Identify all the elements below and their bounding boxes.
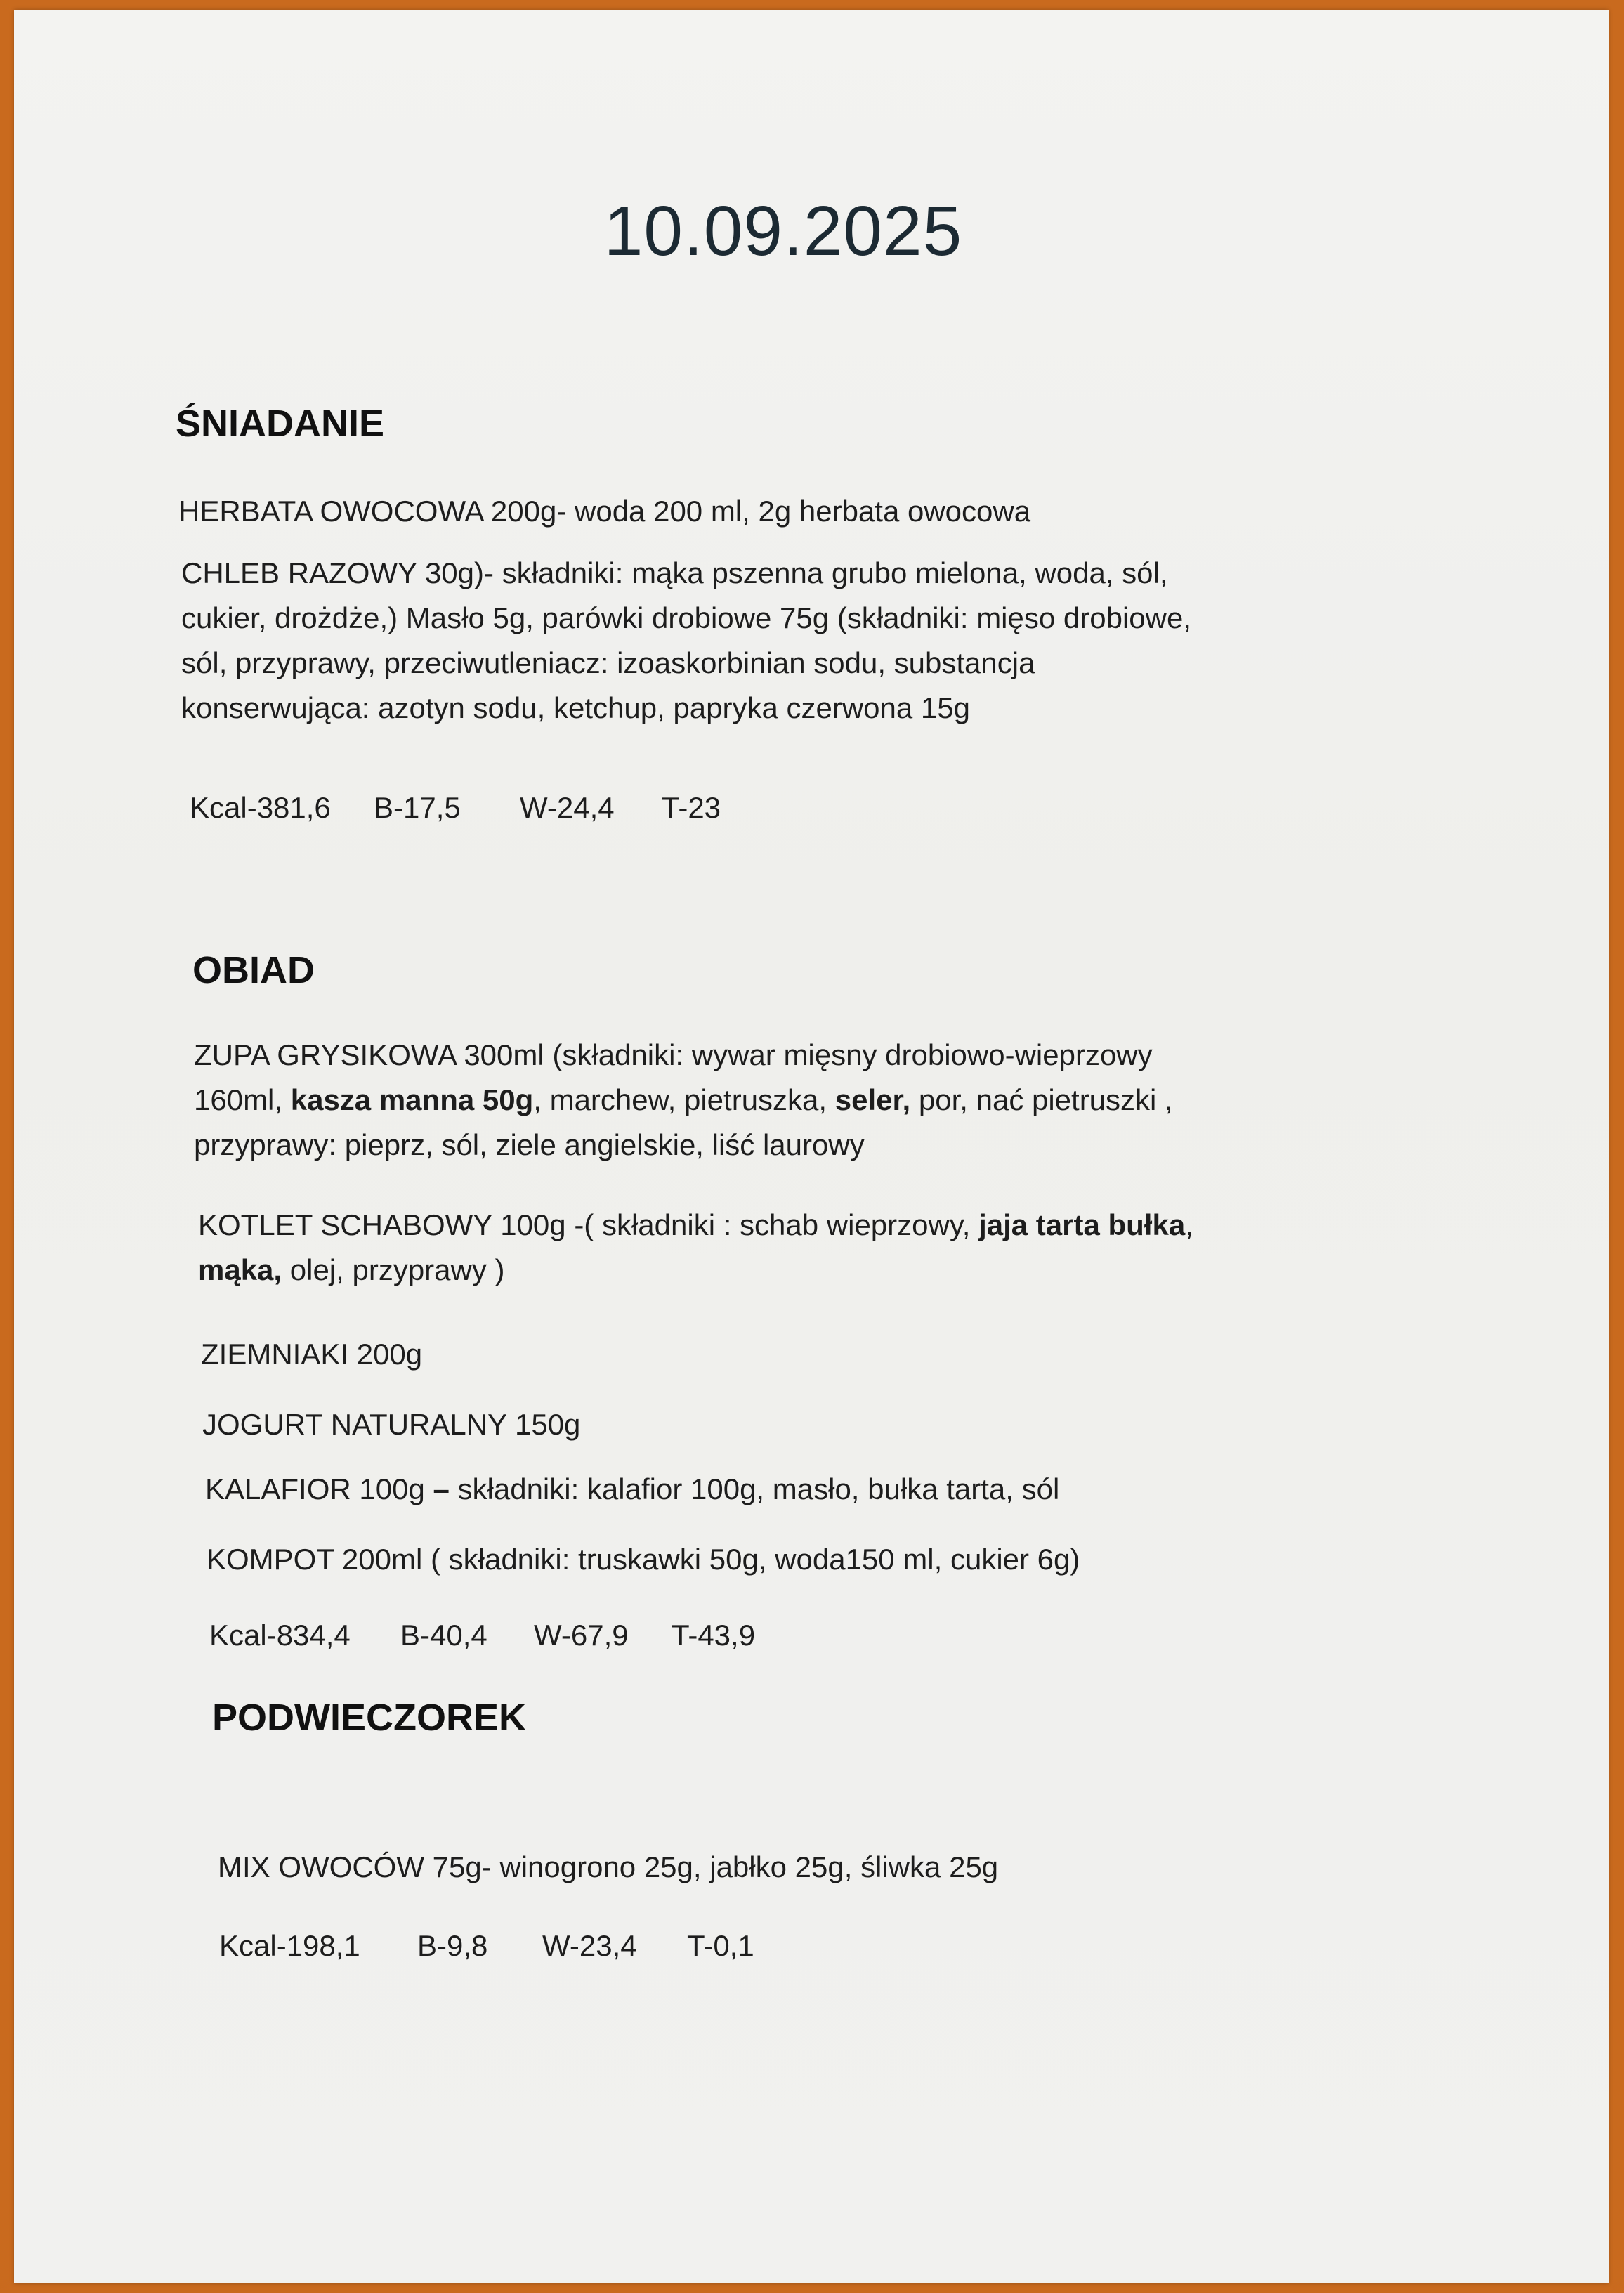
cutlet-text: olej, przyprawy )	[282, 1253, 505, 1286]
soup-text-bold: seler,	[834, 1083, 911, 1116]
lunch-carbs: W-67,9	[534, 1619, 629, 1652]
lunch-soup-line: ZUPA GRYSIKOWA 300ml (składniki: wywar mięsny drobiowo-wieprzowy	[194, 1038, 1153, 1071]
cauliflower-text: KALAFIOR 100g	[205, 1472, 433, 1505]
soup-text-bold: kasza manna 50g	[290, 1083, 534, 1116]
cutlet-text-bold: jaja tarta bułka	[978, 1208, 1186, 1241]
cutlet-text: ,	[1185, 1208, 1193, 1241]
soup-text: , marchew, pietruszka,	[533, 1083, 835, 1116]
lunch-nutrition	[209, 1619, 755, 1652]
lunch-cutlet-line	[198, 1248, 1193, 1293]
lunch-potatoes: ZIEMNIAKI 200g	[201, 1338, 423, 1371]
snack-carbs: W-23,4	[542, 1929, 637, 1962]
lunch-soup-line: przyprawy: pieprz, sól, ziele angielskie, liść laurowy	[194, 1128, 865, 1161]
breakfast-protein: B-17,5	[374, 791, 461, 824]
snack-nutrition	[219, 1929, 754, 1963]
lunch-soup-description	[194, 1033, 1173, 1168]
cutlet-text: KOTLET SCHABOWY 100g -( składniki : schab wieprzowy,	[198, 1208, 979, 1241]
breakfast-carbs: W-24,4	[520, 791, 615, 824]
snack-kcal: Kcal-198,1	[219, 1929, 360, 1962]
cauliflower-dash: –	[433, 1472, 450, 1505]
breakfast-heading: ŚNIADANIE	[176, 403, 385, 445]
lunch-kcal: Kcal-834,4	[209, 1619, 351, 1652]
snack-protein: B-9,8	[417, 1929, 488, 1962]
page-date: 10.09.2025	[603, 192, 963, 270]
breakfast-bread-description	[181, 551, 1191, 731]
lunch-soup-line	[194, 1078, 1173, 1123]
snack-heading: PODWIECZOREK	[212, 1697, 527, 1739]
breakfast-tea: HERBATA OWOCOWA 200g- woda 200 ml, 2g herbata owocowa	[178, 495, 1031, 528]
breakfast-nutrition	[190, 791, 721, 825]
cutlet-text-bold: mąka,	[198, 1253, 282, 1286]
lunch-cutlet-description	[198, 1203, 1193, 1293]
menu-sheet	[14, 10, 1609, 2283]
snack-fat: T-0,1	[687, 1929, 754, 1962]
breakfast-bread-line: konserwująca: azotyn sodu, ketchup, papryka czerwona 15g	[181, 691, 970, 724]
lunch-heading: OBIAD	[192, 949, 315, 991]
breakfast-kcal: Kcal-381,6	[190, 791, 331, 824]
snack-fruit: MIX OWOCÓW 75g- winogrono 25g, jabłko 25g, śliwka 25g	[218, 1850, 999, 1883]
lunch-cauliflower	[205, 1472, 1059, 1506]
breakfast-bread-line: sól, przyprawy, przeciwutleniacz: izoaskorbinian sodu, substancja	[181, 646, 1035, 679]
cauliflower-text: składniki: kalafior 100g, masło, bułka tarta, sól	[449, 1472, 1060, 1505]
lunch-compote: KOMPOT 200ml ( składniki: truskawki 50g, woda150 ml, cukier 6g)	[207, 1543, 1080, 1576]
soup-text: por, nać pietruszki ,	[910, 1083, 1173, 1116]
lunch-yogurt: JOGURT NATURALNY 150g	[202, 1408, 581, 1441]
lunch-cutlet-line	[198, 1203, 1193, 1248]
breakfast-bread-line: cukier, drożdże,) Masło 5g, parówki drobiowe 75g (składniki: mięso drobiowe,	[181, 601, 1192, 634]
lunch-fat: T-43,9	[672, 1619, 756, 1652]
lunch-protein: B-40,4	[400, 1619, 487, 1652]
soup-text: 160ml,	[194, 1083, 291, 1116]
breakfast-fat: T-23	[662, 791, 721, 824]
breakfast-bread-line: CHLEB RAZOWY 30g)- składniki: mąka pszenna grubo mielona, woda, sól,	[181, 556, 1168, 589]
